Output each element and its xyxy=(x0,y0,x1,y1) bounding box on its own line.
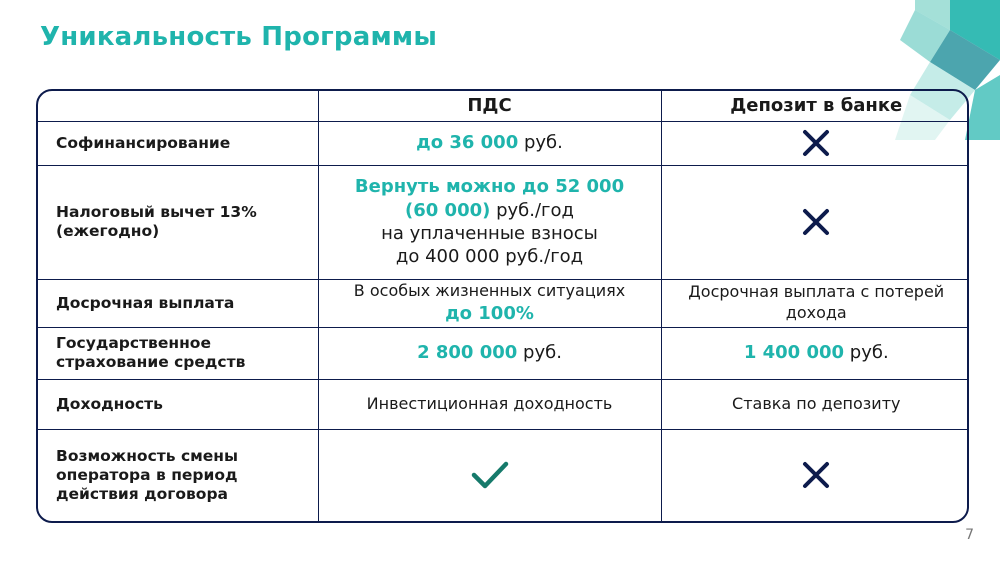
check-icon xyxy=(470,460,510,490)
row-label-operator-line-2: оператора в период xyxy=(56,465,238,484)
cell-pds-yield: Инвестиционная доходность xyxy=(318,379,661,429)
slide-title: Уникальность Программы xyxy=(40,22,438,52)
cell-pds-insurance xyxy=(318,327,661,379)
header-deposit: Депозит в банке xyxy=(661,91,969,121)
pds-cofinancing-unit: руб. xyxy=(518,132,563,154)
pds-tax-amount-2: (60 000) xyxy=(405,199,491,221)
cell-deposit-insurance xyxy=(661,327,969,379)
row-label-tax xyxy=(38,165,318,279)
pds-tax-unit: руб./год xyxy=(490,199,574,221)
cell-deposit-early xyxy=(661,279,969,327)
pds-early-line-1: В особых жизненных ситуациях xyxy=(353,280,626,300)
row-label-tax-line-1: Налоговый вычет 13% xyxy=(56,203,257,222)
page-number: 7 xyxy=(965,527,974,543)
comparison-table xyxy=(36,89,969,523)
cell-pds-early xyxy=(318,279,661,327)
pds-cofinancing-amount: до 36 000 xyxy=(416,132,519,154)
deposit-insurance-amount: 1 400 000 xyxy=(743,342,845,364)
table-row xyxy=(38,165,969,279)
cell-pds-tax xyxy=(318,165,661,279)
table-row xyxy=(38,279,969,327)
pds-tax-line-4: до 400 000 руб./год xyxy=(395,246,584,268)
table-row xyxy=(38,429,969,521)
row-label-operator-line-3: действия договора xyxy=(56,484,229,503)
header-pds: ПДС xyxy=(318,91,661,121)
table-row xyxy=(38,379,969,429)
deposit-early-line-1: Досрочная выплата с потерей xyxy=(688,282,945,302)
cell-pds-operator xyxy=(318,429,661,521)
cross-icon xyxy=(801,128,831,158)
cell-pds-cofinancing xyxy=(318,121,661,165)
table-header-row xyxy=(38,91,969,121)
row-label-cofinancing: Софинансирование xyxy=(38,121,318,165)
table-row xyxy=(38,121,969,165)
cell-deposit-yield: Ставка по депозиту xyxy=(661,379,969,429)
row-label-operator xyxy=(38,429,318,521)
pds-insurance-amount: 2 800 000 xyxy=(417,342,518,364)
row-label-operator-line-1: Возможность смены xyxy=(56,447,239,466)
cell-deposit-operator xyxy=(661,429,969,521)
cross-icon xyxy=(801,460,831,490)
row-label-insurance-line-1: Государственное xyxy=(56,334,211,353)
pds-tax-line-2 xyxy=(329,199,651,222)
pds-tax-line-3: на уплаченные взносы xyxy=(381,223,598,244)
pds-insurance-unit: руб. xyxy=(517,342,562,364)
deposit-insurance-unit: руб. xyxy=(844,342,889,364)
cell-deposit-tax xyxy=(661,165,969,279)
header-empty xyxy=(38,91,318,121)
row-label-early: Досрочная выплата xyxy=(38,279,318,327)
deposit-early-line-2: дохода xyxy=(785,303,847,322)
pds-tax-line-1: Вернуть можно до 52 000 xyxy=(354,176,625,198)
cell-deposit-cofinancing xyxy=(661,121,969,165)
row-label-insurance-line-2: страхование средств xyxy=(56,353,246,371)
table-row xyxy=(38,327,969,379)
pds-early-amount: до 100% xyxy=(445,302,534,324)
row-label-tax-line-2: (ежегодно) xyxy=(56,222,160,240)
row-label-yield: Доходность xyxy=(38,379,318,429)
cross-icon xyxy=(801,207,831,237)
row-label-insurance xyxy=(38,327,318,379)
